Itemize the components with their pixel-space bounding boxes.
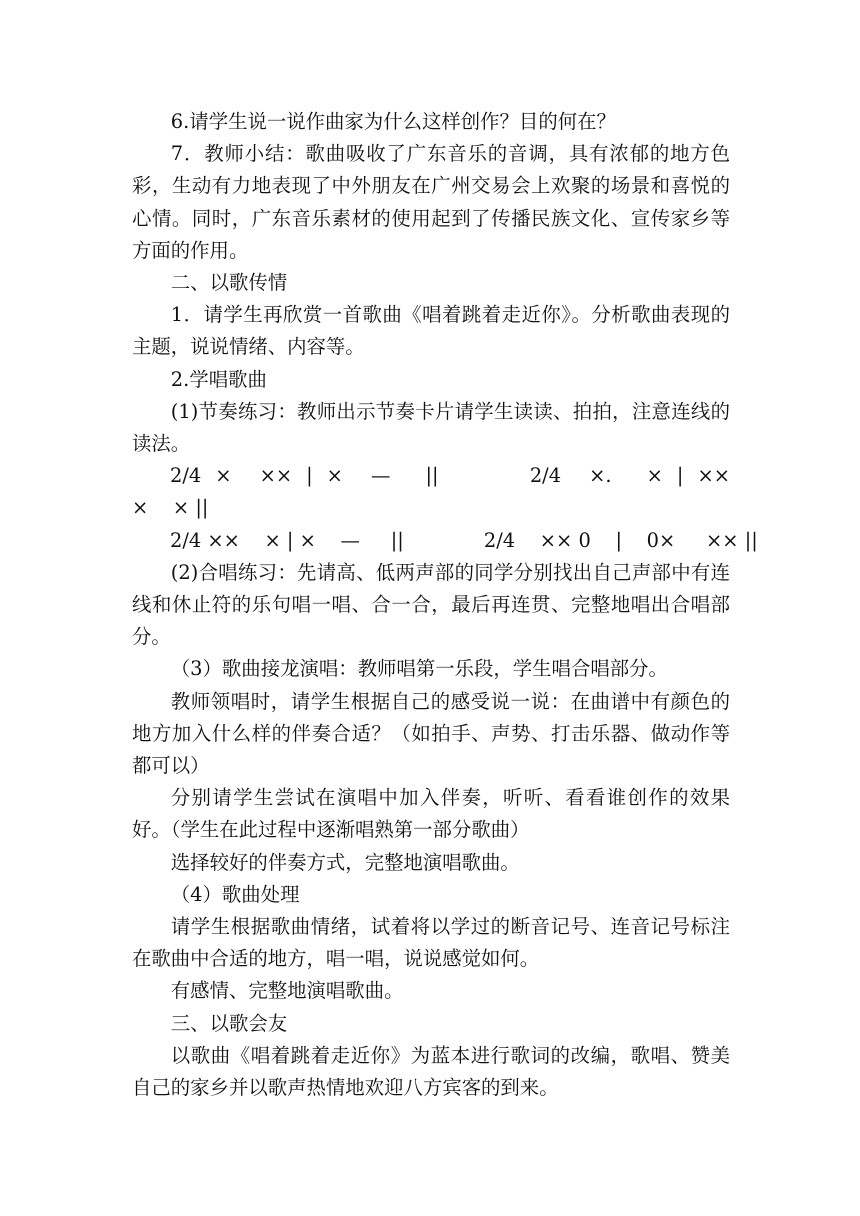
paragraph-sing-with-emotion: 有感情、完整地演唱歌曲。 bbox=[170, 979, 404, 1003]
paragraph-learn-song: 2.学唱歌曲 bbox=[170, 367, 267, 391]
paragraph-appreciate-song: 1．请学生再欣赏一首歌曲《唱着跳着走近你》。分析歌曲表现的主题，说说情绪、内容等。 bbox=[132, 303, 730, 359]
section-heading-2: 二、以歌传情 bbox=[170, 271, 288, 295]
paragraph-lead-singing: 教师领唱时，请学生根据自己的感受说一说：在曲谱中有颜色的地方加入什么样的伴奏合适？（如拍手、声势、打击乐器、做动作等都可以） bbox=[132, 689, 730, 778]
paragraph-lyrics-adaptation: 以歌曲《唱着跳着走近你》为蓝本进行歌词的改编，歌唱、赞美自己的家乡并以歌声热情地欢迎八方宾客的到来。 bbox=[132, 1043, 730, 1100]
paragraph-rhythm-practice: (1)节奏练习：教师出示节奏卡片请学生读读、拍拍，注意连线的读法。 bbox=[132, 399, 730, 456]
rhythm-line-2: 2/4 ×× × | × — || 2/4 ×× 0 | 0× ×× || bbox=[170, 528, 758, 552]
paragraph-question-6: 6.请学生说一说作曲家为什么这样创作？目的何在？ bbox=[170, 110, 616, 133]
paragraph-relay-singing: （3）歌曲接龙演唱：教师唱第一乐段，学生唱合唱部分。 bbox=[170, 657, 668, 681]
rhythm-line-1: 2/4 × ×× | × — || 2/4 ×. × | ×× × × || bbox=[132, 464, 767, 520]
paragraph-chorus-practice: (2)合唱练习：先请高、低两声部的同学分别找出自己声部中有连线和休止符的乐句唱一唱、合一合，最后再连贯、完整地唱出合唱部分。 bbox=[132, 560, 730, 649]
paragraph-marking-symbols: 请学生根据歌曲情绪，试着将以学过的断音记号、连音记号标注在歌曲中合适的地方，唱一唱，说说感觉如何。 bbox=[132, 915, 730, 971]
paragraph-try-accompaniment: 分别请学生尝试在演唱中加入伴奏，听听、看看谁创作的效果好。（学生在此过程中逐渐唱熟第一部分歌曲） bbox=[132, 786, 730, 842]
document-body bbox=[132, 106, 767, 1104]
paragraph-teacher-summary: 7．教师小结：歌曲吸收了广东音乐的音调，具有浓郁的地方色彩，生动有力地表现了中外朋友在广州交易会上欢聚的场景和喜悦的心情。同时，广东音乐素材的使用起到了传播民族文化、宣传家乡等方面的作用。 bbox=[132, 142, 730, 262]
paragraph-choose-accompaniment: 选择较好的伴奏方式，完整地演唱歌曲。 bbox=[170, 850, 520, 874]
paragraph-song-processing: （4）歌曲处理 bbox=[170, 882, 300, 906]
section-heading-3: 三、以歌会友 bbox=[170, 1011, 288, 1035]
